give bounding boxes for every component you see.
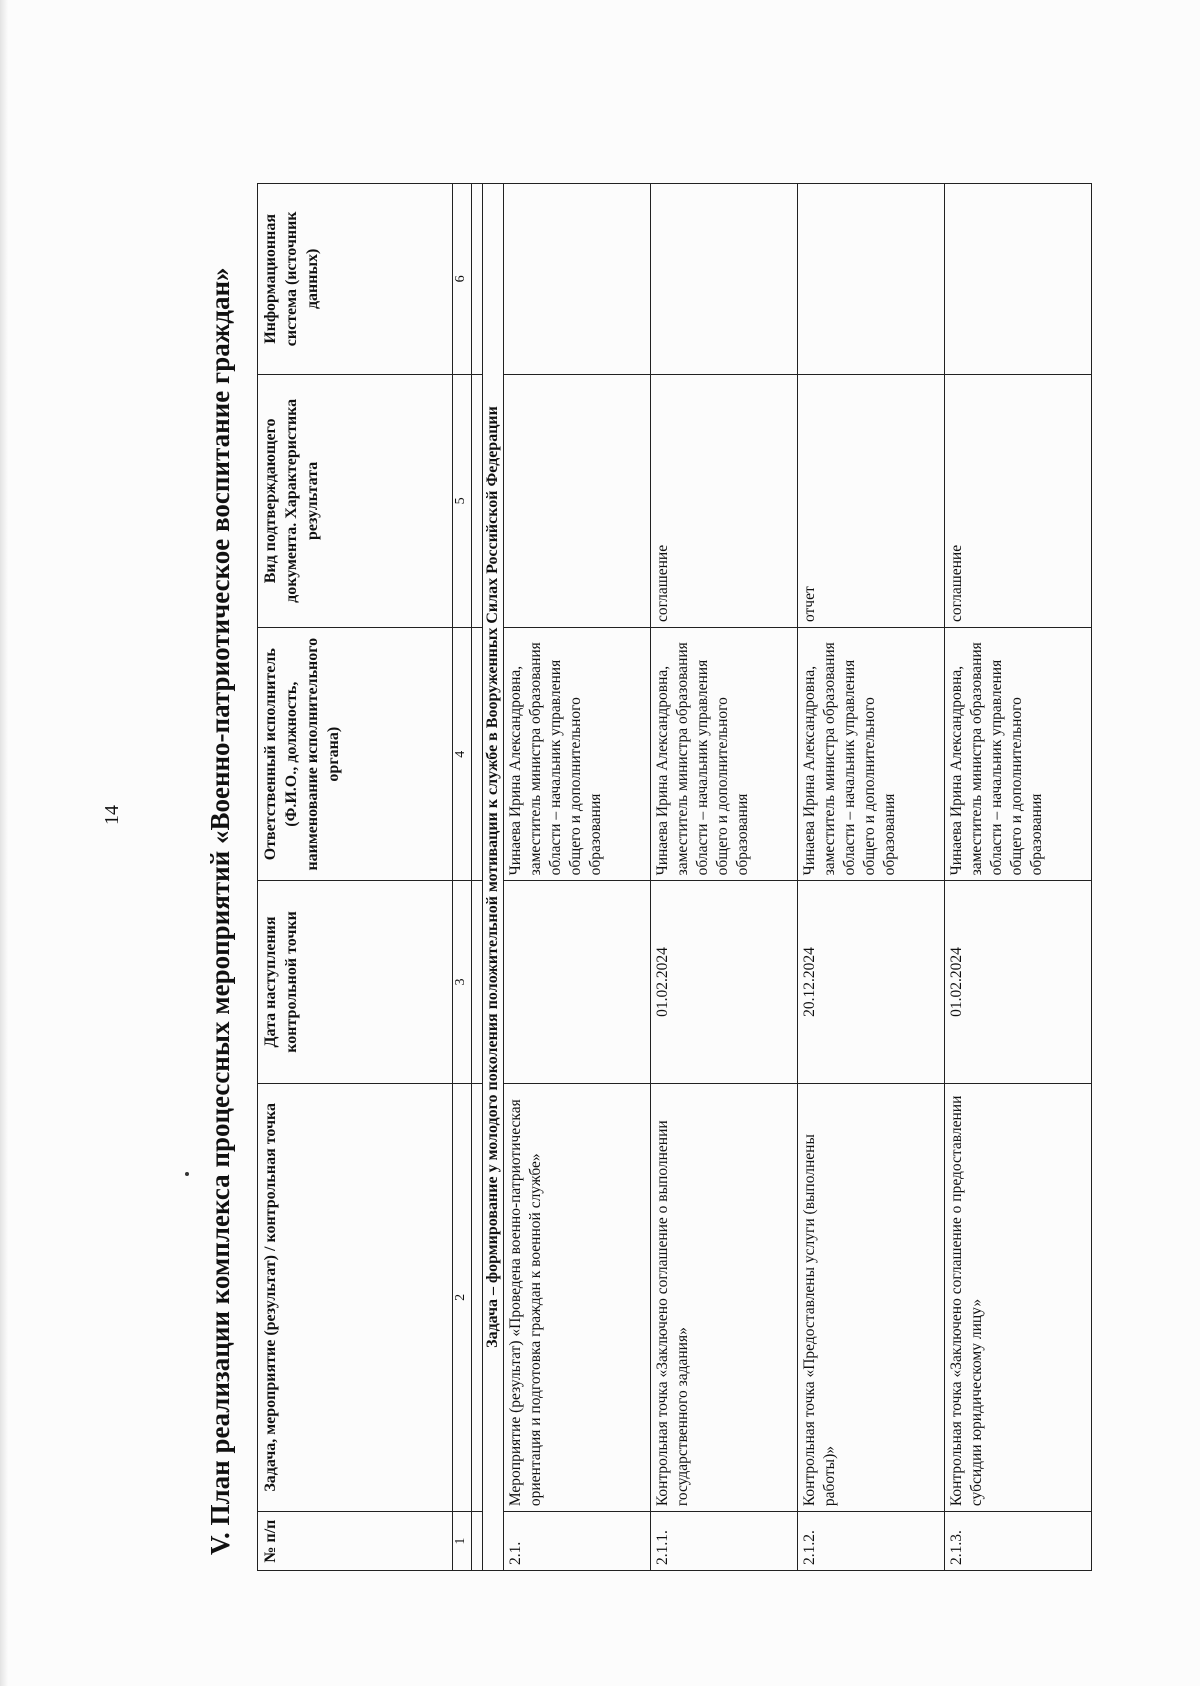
row-responsible: Чинаева Ирина Александровна, заместитель министра образования области – начальник управления общего и дополнительного образования	[504, 628, 651, 881]
table-row	[798, 184, 945, 1571]
column-number: 1	[453, 1512, 472, 1571]
row-document: соглашение	[651, 374, 798, 627]
scan-speck	[185, 1172, 189, 1176]
row-name: Мероприятие (результат) «Проведена военно-патриотическая ориентация и подготовка граждан к военной службе»	[504, 1083, 651, 1512]
row-date: 01.02.2024	[651, 881, 798, 1083]
row-name: Контрольная точка «Заключено соглашение о выполнении государственного задания»	[651, 1083, 798, 1512]
row-num: 2.1.3.	[945, 1512, 1092, 1571]
column-number: 2	[453, 1083, 472, 1512]
header-task: Задача, мероприятие (результат) / контрольная точка	[258, 1083, 453, 1512]
row-responsible: Чинаева Ирина Александровна, заместитель министра образования области – начальник управления общего и дополнительного образования	[945, 628, 1092, 881]
row-document	[504, 374, 651, 627]
page-title: V. План реализации комплекса процессных мероприятий «Военно-патриотическое воспитание граждан»	[205, 267, 235, 1555]
header-responsible: Ответственный исполнитель (Ф.И.О., должность, наименование исполнительного органа)	[258, 628, 453, 881]
scan-edge	[0, 0, 8, 1686]
column-numbers-row	[453, 184, 472, 1571]
table-row	[945, 184, 1092, 1571]
header-num: № п/п	[258, 1512, 453, 1571]
header-document: Вид подтверждающего документа. Характеристика результата	[258, 374, 453, 627]
row-system	[504, 184, 651, 375]
row-system	[651, 184, 798, 375]
header-system: Информационная система (источник данных)	[258, 184, 453, 375]
row-num: 2.1.1.	[651, 1512, 798, 1571]
row-document: отчет	[798, 374, 945, 627]
spacer-cell	[472, 1083, 483, 1512]
row-date: 01.02.2024	[945, 881, 1092, 1083]
landscape-page	[200, 153, 1045, 1573]
row-name: Контрольная точка «Предоставлены услуги (выполнены работы)»	[798, 1083, 945, 1512]
plan-table	[257, 183, 1092, 1571]
row-date	[504, 881, 651, 1083]
column-number: 6	[453, 184, 472, 375]
header-row	[258, 184, 453, 1571]
spacer-cell	[472, 184, 483, 375]
column-number: 4	[453, 628, 472, 881]
row-name: Контрольная точка «Заключено соглашение о предоставлении субсидии юридическому лицу»	[945, 1083, 1092, 1512]
spacer-cell	[472, 628, 483, 881]
spacer-cell	[472, 1512, 483, 1571]
spacer-cell	[472, 374, 483, 627]
row-document: соглашение	[945, 374, 1092, 627]
row-responsible: Чинаева Ирина Александровна, заместитель министра образования области – начальник управления общего и дополнительного образования	[651, 628, 798, 881]
row-num: 2.1.2.	[798, 1512, 945, 1571]
spacer-row	[472, 184, 483, 1571]
row-system	[798, 184, 945, 375]
task-cell: Задача – формирование у молодого поколения положительной мотивации к службе в Вооруженных Силах Российской Федерации	[483, 184, 504, 1571]
column-number: 5	[453, 374, 472, 627]
row-responsible: Чинаева Ирина Александровна, заместитель министра образования области – начальник управления общего и дополнительного образования	[798, 628, 945, 881]
page-number: 14	[101, 805, 123, 825]
task-row	[483, 184, 504, 1571]
column-number: 3	[453, 881, 472, 1083]
row-date: 20.12.2024	[798, 881, 945, 1083]
row-system	[945, 184, 1092, 375]
row-num: 2.1.	[504, 1512, 651, 1571]
table-row	[651, 184, 798, 1571]
header-date: Дата наступления контрольной точки	[258, 881, 453, 1083]
table-row	[504, 184, 651, 1571]
spacer-cell	[472, 881, 483, 1083]
